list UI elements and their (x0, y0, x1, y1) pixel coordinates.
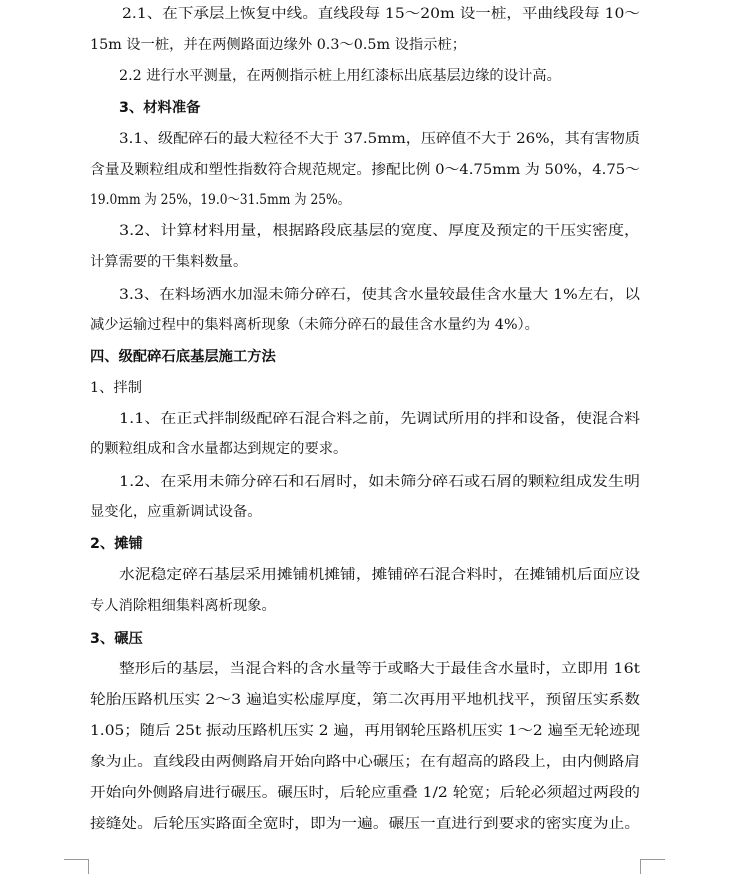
line-text: 2.1、在下承层上恢复中线。直线段每 15～20m 设一桩，平曲线段每 10～ (122, 6, 640, 22)
line-text: 2、摊铺 (90, 536, 143, 552)
page-corner-mark-right (640, 859, 665, 874)
line-text: 开始向外侧路肩进行碾压。碾压时，后轮应重叠 1/2 轮宽；后轮必须超过两段的 (90, 785, 640, 801)
text-line (0, 188, 739, 212)
text-line (0, 594, 739, 618)
line-text: 整形后的基层，当混合料的含水量等于或略大于最佳含水量时，立即用 16t (119, 661, 640, 677)
text-line (0, 376, 739, 400)
line-text: 的颗粒组成和含水量都达到规定的要求。 (90, 441, 348, 457)
line-text: 3.1、级配碎石的最大粒径不大于 37.5mm，压碎值不大于 26%，其有害物质 (119, 131, 640, 147)
line-text: 专人消除粗细集料离析现象。 (90, 598, 276, 614)
text-line (0, 657, 739, 681)
text-line (0, 250, 739, 274)
page-corner-mark-left (64, 859, 89, 874)
text-line (0, 313, 739, 337)
text-line (0, 64, 739, 88)
text-line (0, 127, 739, 151)
text-line (0, 781, 739, 805)
line-text: 1、拌制 (90, 380, 142, 396)
line-text: 19.0mm 为 25%，19.0～31.5mm 为 25%。 (90, 192, 350, 208)
line-text: 3、碾压 (90, 631, 143, 647)
line-text: 水泥稳定碎石基层采用摊铺机摊铺，摊铺碎石混合料时，在摊铺机后面应设 (119, 567, 640, 583)
section-heading (0, 532, 739, 556)
line-text: 3.2、计算材料用量，根据路段底基层的宽度、厚度及预定的干压实密度， (119, 223, 640, 239)
text-line (0, 2, 739, 26)
line-text: 计算需要的干集料数量。 (90, 254, 248, 270)
line-text: 1.05；随后 25t 振动压路机压实 2 遍，再用钢轮压路机压实 1～2 遍至无轮迹现 (90, 723, 640, 739)
line-text: 2.2 进行水平测量，在两侧指示桩上用红漆标出底基层边缘的设计高。 (119, 68, 561, 84)
text-line (0, 219, 739, 243)
line-text: 15m 设一桩，并在两侧路面边缘外 0.3～0.5m 设指示桩； (90, 37, 467, 53)
line-text: 3、材料准备 (119, 100, 201, 116)
text-line (0, 437, 739, 461)
text-line (0, 688, 739, 712)
text-line (0, 563, 739, 587)
text-line (0, 158, 739, 182)
line-text: 1.1、在正式拌制级配碎石混合料之前，先调试所用的拌和设备，使混合料 (119, 411, 640, 427)
line-text: 含量及颗粒组成和塑性指数符合规范规定。掺配比例 0～4.75mm 为 50%，4.75～ (90, 162, 640, 178)
line-text: 接缝处。后轮压实路面全宽时，即为一遍。碾压一直进行到要求的密实度为止。 (90, 816, 640, 832)
text-line (0, 470, 739, 494)
line-text: 四、级配碎石底基层施工方法 (90, 349, 276, 365)
line-text: 减少运输过程中的集料离析现象（未筛分碎石的最佳含水量约为 4%）。 (90, 317, 539, 333)
section-heading (0, 627, 739, 651)
line-text: 轮胎压路机压实 2～3 遍追实松虚厚度，第二次再用平地机找平，预留压实系数 (90, 692, 640, 708)
text-line (0, 407, 739, 431)
line-text: 显变化，应重新调试设备。 (90, 504, 262, 520)
text-line (0, 750, 739, 774)
section-heading (0, 96, 739, 120)
text-line (0, 283, 739, 307)
text-line (0, 500, 739, 524)
text-line (0, 812, 739, 836)
line-text: 象为止。直线段由两侧路肩开始向路中心碾压；在有超高的路段上，由内侧路肩 (90, 754, 640, 770)
line-text: 1.2、在采用未筛分碎石和石屑时，如未筛分碎石或石屑的颗粒组成发生明 (119, 474, 640, 490)
section-heading (0, 345, 739, 369)
text-line (0, 33, 739, 57)
text-line (0, 719, 739, 743)
line-text: 3.3、在料场洒水加湿未筛分碎石，使其含水量较最佳含水量大 1%左右，以 (119, 287, 640, 303)
